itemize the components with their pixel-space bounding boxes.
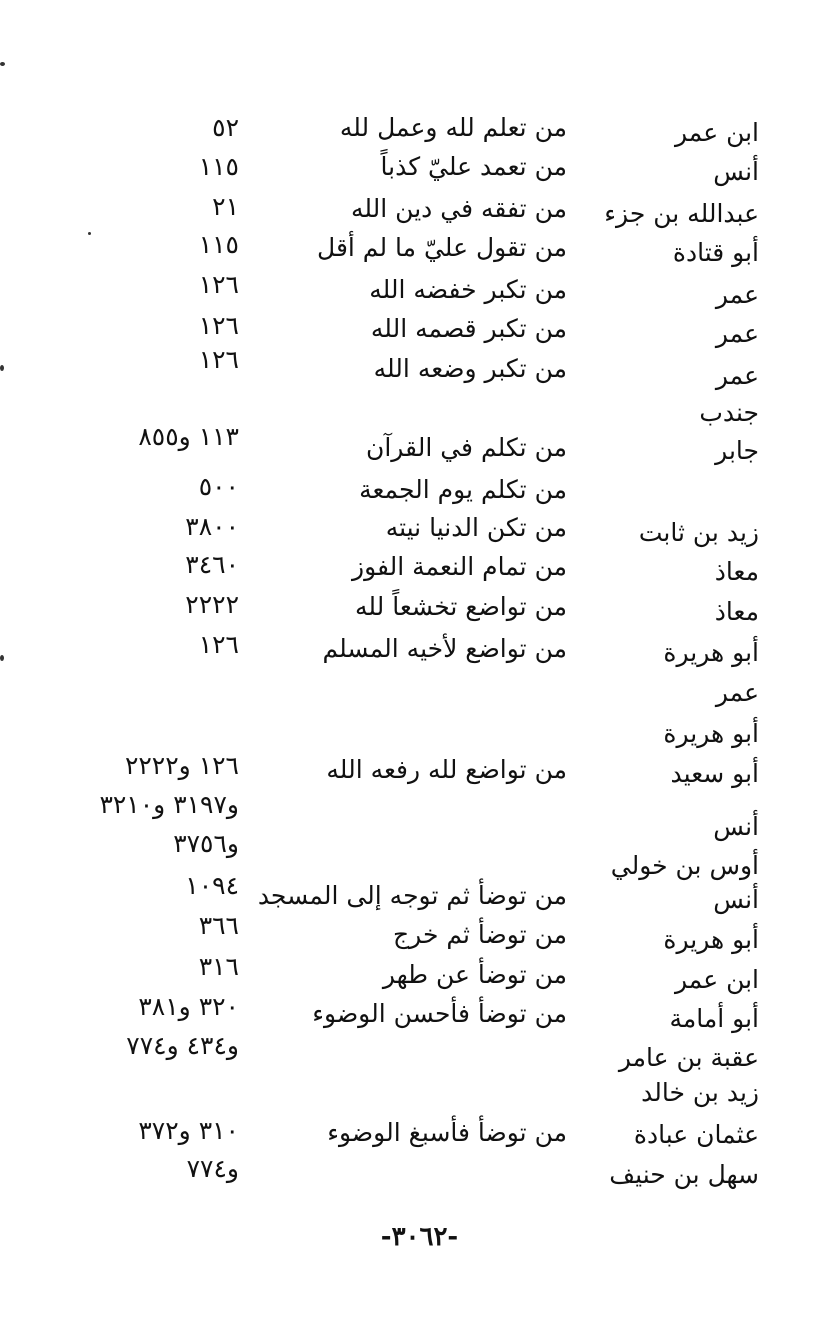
scan-speck: [0, 62, 5, 66]
reference-number: ٥٢: [212, 113, 239, 142]
narrator-name: أبو هريرة: [663, 638, 759, 667]
narrator-name: عثمان عبادة: [633, 1120, 759, 1149]
reference-number: و٣٧٥٦: [173, 829, 239, 858]
hadith-incipit: من تكلم يوم الجمعة: [359, 475, 567, 504]
narrator-name: عقبة بن عامر: [618, 1043, 759, 1072]
narrator-name: جابر: [715, 436, 759, 465]
hadith-incipit: من توضأ ثم خرج: [393, 920, 567, 949]
narrator-name: عمر: [715, 280, 759, 309]
narrator-name: أنس: [713, 885, 759, 914]
hadith-incipit: من تعمد عليّ كذباً: [380, 152, 567, 181]
hadith-incipit: من تقول عليّ ما لم أقل: [317, 233, 567, 262]
scan-speck: [0, 365, 4, 371]
hadith-incipit: من تكبر خفضه الله: [369, 275, 567, 304]
reference-number: ٥٠٠: [198, 472, 239, 501]
narrator-name: جندب: [699, 398, 759, 427]
hadith-incipit: من تفقه في دين الله: [350, 194, 567, 223]
hadith-incipit: من تكن الدنيا نيته: [385, 513, 567, 542]
reference-number: و٤٣٤ و٧٧٤: [126, 1031, 239, 1060]
narrator-name: عمر: [715, 678, 759, 707]
reference-number: ٣٦٦: [198, 911, 239, 940]
hadith-incipit: من توضأ فأحسن الوضوء: [312, 999, 567, 1028]
reference-number: ١١٥: [198, 152, 239, 181]
reference-number: ١٢٦: [198, 345, 239, 374]
narrator-name: عمر: [715, 319, 759, 348]
narrator-name: أبو أمامة: [669, 1004, 759, 1033]
narrator-name: أوس بن خولي: [610, 851, 759, 880]
hadith-incipit: من تمام النعمة الفوز: [352, 552, 567, 581]
hadith-incipit: من توضأ عن طهر: [382, 960, 567, 989]
hadith-incipit: من تواضع لله رفعه الله: [326, 755, 567, 784]
hadith-incipit: من تكبر وضعه الله: [373, 354, 567, 383]
narrator-name: زيد بن خالد: [641, 1078, 759, 1107]
reference-number: و٧٧٤: [186, 1154, 239, 1183]
narrator-name: أبو سعيد: [670, 759, 759, 788]
reference-number: ٣٤٦٠: [185, 550, 239, 579]
reference-number: ٢٢٢٢: [185, 590, 239, 619]
hadith-incipit: من تواضع تخشعاً لله: [355, 592, 567, 621]
hadith-incipit: من تكبر قصمه الله: [370, 314, 567, 343]
narrator-name: أبو هريرة: [663, 925, 759, 954]
narrator-name: أبو هريرة: [663, 719, 759, 748]
scan-speck: [0, 655, 4, 661]
narrator-name: ابن عمر: [674, 965, 759, 994]
scan-speck: [88, 232, 91, 235]
reference-number: ٣١٦: [198, 952, 239, 981]
narrator-name: سهل بن حنيف: [609, 1160, 759, 1189]
reference-number: ٣١٠ و٣٧٢: [138, 1116, 239, 1145]
hadith-incipit: من توضأ فأسبغ الوضوء: [327, 1118, 567, 1147]
reference-number: ١١٥: [198, 230, 239, 259]
narrator-name: عبدالله بن جزء: [604, 199, 759, 228]
narrator-name: معاذ: [714, 597, 759, 626]
narrator-name: معاذ: [714, 557, 759, 586]
reference-number: ١٢٦: [198, 311, 239, 340]
reference-number: ١٢٦: [198, 270, 239, 299]
reference-number: ١٢٦: [198, 630, 239, 659]
hadith-incipit: من تعلم لله وعمل لله: [339, 113, 567, 142]
reference-number: ٣٨٠٠: [185, 512, 239, 541]
reference-number: ١٢٦ و٢٢٢٢: [124, 751, 239, 780]
reference-number: ٢١: [212, 192, 239, 221]
narrator-name: أبو قتادة: [672, 238, 759, 267]
reference-number: ٣٢٠ و٣٨١: [138, 992, 239, 1021]
hadith-incipit: من تواضع لأخيه المسلم: [322, 634, 567, 663]
page-number: -٣٠٦٢-: [380, 1222, 459, 1252]
reference-number: ١٠٩٤: [185, 871, 239, 900]
narrator-name: ابن عمر: [674, 118, 759, 147]
reference-number: ١١٣ و٨٥٥: [138, 422, 239, 451]
hadith-incipit: من تكلم في القرآن: [365, 433, 567, 462]
narrator-name: عمر: [715, 361, 759, 390]
reference-number: و٣١٩٧ و٣٢١٠: [99, 790, 239, 819]
narrator-name: زيد بن ثابت: [638, 518, 759, 547]
narrator-name: أنس: [713, 812, 759, 841]
narrator-name: أنس: [713, 157, 759, 186]
hadith-incipit: من توضأ ثم توجه إلى المسجد: [257, 881, 567, 910]
